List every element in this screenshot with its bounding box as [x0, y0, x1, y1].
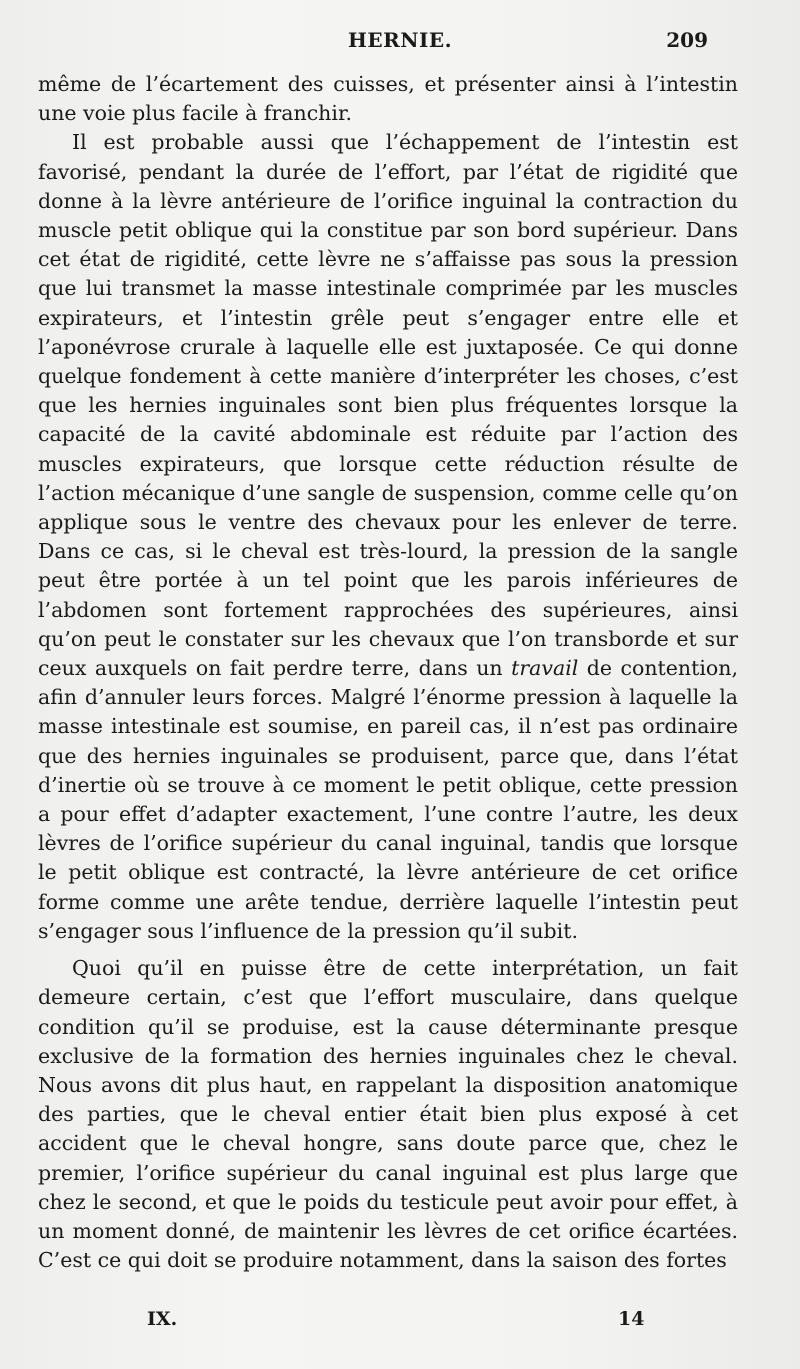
signature-mark: IX.	[147, 1308, 178, 1330]
paragraph-3-text: Quoi qu’il en puisse être de cette interprétation, un fait demeure certain, c’est que l’effort musculaire, dans quelque condition qu’il se produise, est la cause déterminante presque exclusive de la formation des hernies inguinales chez le cheval. Nous avons dit plus haut, en rappelant la disposition anatomique des parties, que le cheval entier était bien plus exposé à cet accident que le cheval hongre, sans doute parce que, chez le premier, l’orifice supérieur du canal inguinal est plus large que chez le second, et que le poids du testicule peut avoir pour effet, à un moment donné, de maintenir les lèvres de cet orifice écartées. C’est ce qui doit se produire notamment, dans la saison des fortes	[38, 956, 738, 1273]
running-title: HERNIE.	[347, 28, 453, 52]
paragraph-2-text-after: de contention, afin d’annuler leurs forces. Malgré l’énorme pression à laquelle la masse intestinale est soumise, en pareil cas, il n’est pas ordinaire que des hernies inguinales se produisent, parce que, dans l’état d’inertie où se trouve à ce moment le petit oblique, cette pression a pour effet d’adapter exactement, l’une contre l’autre, les deux lèvres de l’orifice supérieur du canal inguinal, tandis que lorsque le petit oblique est contracté, la lèvre antérieure de cet orifice forme comme une arête tendue, derrière laquelle l’intestin peut s’engager sous l’influence de la pression qu’il subit.	[38, 656, 738, 943]
sheet-number: 14	[618, 1308, 645, 1330]
paragraph-2-text: Il est probable aussi que l’échappement de l’intestin est favorisé, pendant la durée de l’effort, par l’état de rigidité que donne à la lèvre antérieure de l’orifice inguinal la contraction du muscle petit oblique qui la constitue par son bord supérieur. Dans cet état de rigidité, cette lèvre ne s’affaisse pas sous la pression que lui transmet la masse intestinale comprimée par les muscles expirateurs, et l’intestin grêle peut s’engager entre elle et l’aponévrose crurale à laquelle elle est juxtaposée. Ce qui donne quelque fondement à cette manière d’interpréter les choses, c’est que les hernies inguinales sont bien plus fréquentes lorsque la capacité de la cavité abdominale est réduite par l’action des muscles expirateurs, que lorsque cette réduction résulte de l’action mécanique d’une sangle de suspension, comme celle qu’on applique sous le ventre des chevaux pour les enlever de terre. Dans ce cas, si le cheval est très-lourd, la pression de la sangle peut être portée à un tel point que les parois inférieures de l’abdomen sont fortement rapprochées des supérieures, ainsi qu’on peut le constater sur les chevaux que l’on transborde et sur ceux auxquels on fait perdre terre, dans un	[38, 130, 738, 681]
paragraph-rigidity	[38, 128, 738, 946]
running-head	[0, 28, 800, 58]
page-number: 209	[666, 28, 708, 52]
paragraph-continuation	[38, 70, 738, 128]
italic-term-travail: travail	[511, 656, 579, 681]
page-footer	[0, 1308, 800, 1338]
body-text	[38, 70, 738, 1275]
paragraph-effort	[38, 954, 738, 1275]
paragraph-1-text: même de l’écartement des cuisses, et présenter ainsi à l’intestin une voie plus facile à franchir.	[38, 72, 738, 126]
